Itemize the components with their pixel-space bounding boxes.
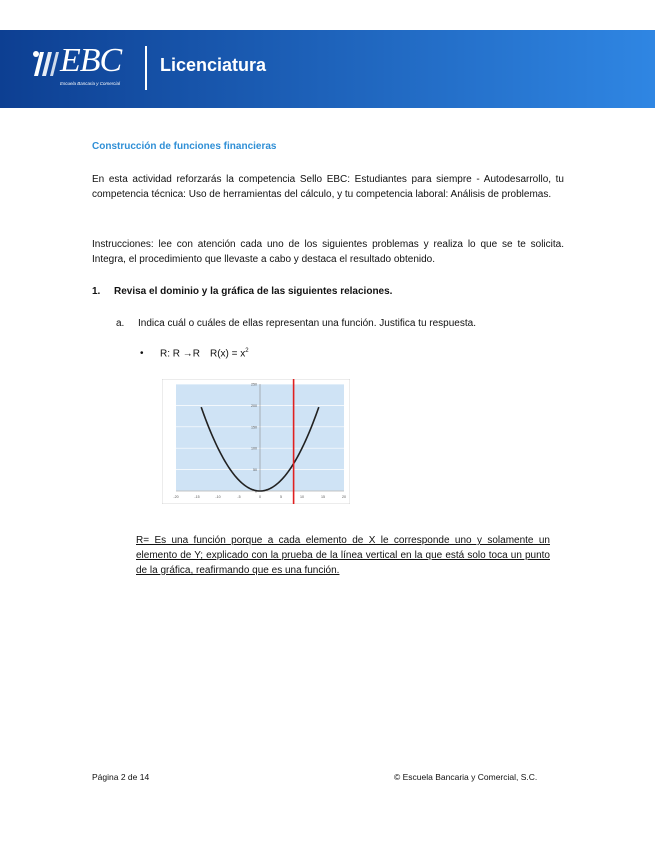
answer-text: R= Es una función porque a cada elemento de X le corresponde uno y solamente un elemento de Y; explicado con la prueba de la línea vertical en la que está solo toca un punto de la gráfica, reafirmando que es una función.: [136, 535, 550, 576]
x-tick-label: -20: [173, 495, 179, 499]
x-tick-label: -15: [194, 495, 200, 499]
x-tick-label: -10: [215, 495, 221, 499]
x-tick-label: 15: [321, 495, 325, 499]
y-tick-label: 200: [251, 403, 257, 408]
intro-paragraph: En esta actividad reforzarás la competencia Sello EBC: Estudiantes para siempre - Autodesarrollo, tu competencia técnica: Uso de herramientas del cálculo, y tu competencia laboral: Análisis de problemas.: [92, 174, 564, 200]
list-item-1-number: 1.: [92, 286, 101, 297]
x-tick-label: 10: [300, 495, 304, 499]
function-definition: R(x) = x: [210, 348, 246, 360]
logo-subtitle: Escuela Bancaria y Comercial: [60, 81, 121, 86]
function-exponent: 2: [245, 348, 249, 354]
y-tick-label: 100: [251, 446, 257, 451]
relation-definition: R: R →R: [160, 348, 200, 360]
x-tick-label: 5: [280, 495, 282, 499]
parabola-chart: [162, 379, 350, 504]
x-tick-label: 0: [259, 495, 261, 499]
program-title: Licenciatura: [160, 55, 267, 75]
bullet-symbol: •: [140, 348, 144, 360]
header-divider: [145, 46, 147, 90]
y-tick-label: 250: [251, 382, 257, 387]
y-tick-label: 50: [253, 468, 257, 473]
header-banner: [0, 30, 655, 108]
x-tick-label: 20: [342, 495, 346, 499]
y-tick-label: 150: [251, 425, 257, 430]
list-item-1: [92, 286, 392, 297]
y-tick-label: 0: [255, 489, 257, 494]
relation-bullet: [140, 348, 249, 359]
list-item-a: [116, 318, 476, 329]
instructions-paragraph: Instrucciones: lee con atención cada uno de los siguientes problemas y realiza lo que se te solicita. Integra, el procedimiento que llevaste a cabo y destaca el resultado obtenido.: [92, 239, 564, 265]
logo-text: EBC: [60, 42, 122, 79]
list-item-a-letter: a.: [116, 318, 125, 329]
ebc-logo-icon: [30, 46, 60, 82]
section-title: Construcción de funciones financieras: [92, 141, 277, 152]
page-number: Página 2 de 14: [92, 772, 150, 782]
list-item-a-text: Indica cuál o cuáles de ellas representan una función. Justifica tu respuesta.: [138, 318, 476, 329]
list-item-1-text: Revisa el dominio y la gráfica de las siguientes relaciones.: [114, 286, 393, 297]
x-tick-label: -5: [237, 495, 241, 499]
x-axis-ticks: [173, 495, 346, 499]
copyright-footer: © Escuela Bancaria y Comercial, S.C.: [394, 772, 538, 782]
